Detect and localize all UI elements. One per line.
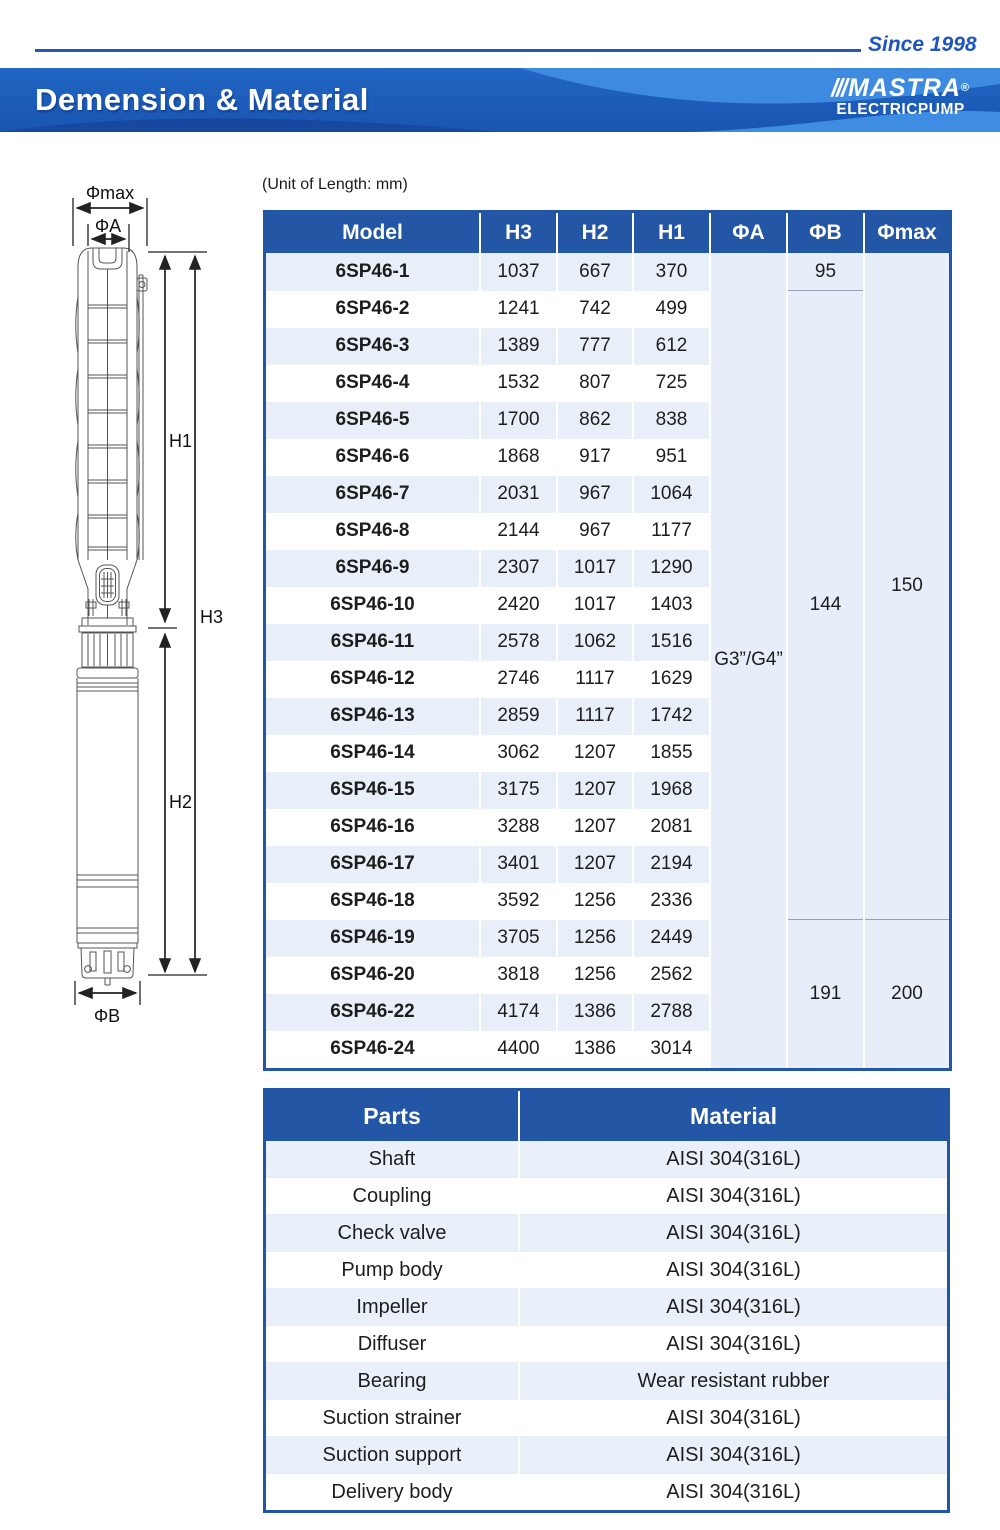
dim-cell-h1: 838 — [633, 402, 710, 439]
unit-note: (Unit of Length: mm) — [262, 176, 408, 193]
parts-cell-material: AISI 304(316L) — [519, 1215, 947, 1252]
parts-column-header: Parts — [266, 1091, 519, 1141]
parts-cell-material: AISI 304(316L) — [519, 1289, 947, 1326]
dim-cell-h2: 917 — [557, 439, 633, 476]
parts-cell-part: Diffuser — [266, 1326, 519, 1363]
parts-cell-material: AISI 304(316L) — [519, 1141, 947, 1178]
dim-cell-model: 6SP46-3 — [266, 328, 480, 365]
dim-cell-h1: 1403 — [633, 587, 710, 624]
dim-cell-h3: 1037 — [480, 253, 557, 291]
dim-cell-h2: 667 — [557, 253, 633, 291]
dim-cell-h1: 1742 — [633, 698, 710, 735]
dim-cell-h2: 807 — [557, 365, 633, 402]
dim-cell-h2: 1256 — [557, 957, 633, 994]
dim-cell-model: 6SP46-16 — [330, 816, 415, 837]
parts-table-header — [266, 1091, 947, 1141]
dim-cell-h3: 2420 — [480, 587, 557, 624]
dim-cell-h2: 862 — [557, 402, 633, 439]
page-title: Demension & Material — [35, 82, 369, 117]
dim-cell-model: 6SP46-14 — [330, 742, 415, 763]
parts-table-row — [266, 1252, 947, 1289]
dim-cell-h2: 1207 — [557, 846, 633, 883]
parts-cell-part: Suction support — [266, 1437, 519, 1474]
dim-label-h3: H3 — [200, 607, 224, 627]
dim-cell-h1: 1290 — [633, 550, 710, 587]
dim-cell-model: 6SP46-17 — [266, 846, 480, 883]
dim-cell-model: 6SP46-15 — [266, 772, 480, 809]
dim-table-row — [266, 291, 949, 328]
parts-cell-part: Shaft — [266, 1141, 519, 1178]
dim-cell-h3: 2031 — [480, 476, 557, 513]
dim-label-phi-max: Φmax — [85, 183, 135, 203]
dim-cell-h3: 2746 — [480, 661, 557, 698]
dim-cell-h2: 1017 — [557, 550, 633, 587]
dim-cell-h2: 777 — [557, 328, 633, 365]
dim-column-header: ΦA — [710, 213, 787, 253]
dim-cell-phi-b-section: 144 — [787, 291, 864, 920]
dim-cell-h1: 370 — [633, 253, 710, 291]
parts-table-row — [266, 1178, 947, 1215]
dim-cell-h1: 1177 — [633, 513, 710, 550]
dim-cell-h2: 967 — [557, 513, 633, 550]
parts-table-row — [266, 1289, 947, 1326]
parts-table-row — [266, 1437, 947, 1474]
parts-material-table — [263, 1088, 950, 1513]
dim-cell-model: 6SP46-13 — [266, 698, 480, 735]
dim-cell-h2: 1386 — [557, 1031, 633, 1068]
dim-column-header: H1 — [633, 213, 710, 253]
dim-cell-h1: 1855 — [633, 735, 710, 772]
parts-cell-part: Pump body — [266, 1252, 519, 1289]
dim-column-header: ΦB — [787, 213, 864, 253]
dim-cell-model: 6SP46-20 — [330, 964, 415, 985]
dim-cell-h3: 3288 — [480, 809, 557, 846]
parts-column-header: Material — [519, 1091, 947, 1141]
dim-cell-h1: 2562 — [633, 957, 710, 994]
dim-cell-h2: 967 — [557, 476, 633, 513]
dim-cell-model: 6SP46-7 — [266, 476, 480, 513]
parts-cell-material: AISI 304(316L) — [519, 1326, 947, 1363]
dim-label-phi-a: ΦA — [94, 216, 122, 236]
title-banner — [0, 68, 1000, 132]
dim-cell-h3: 1389 — [480, 328, 557, 365]
dim-column-header: H3 — [480, 213, 557, 253]
dim-cell-h3: 1700 — [480, 402, 557, 439]
dimension-table — [263, 210, 952, 1071]
dim-cell-h1: 499 — [633, 291, 710, 328]
dim-cell-model: 6SP46-4 — [335, 372, 410, 393]
dim-cell-h1: 2449 — [633, 920, 710, 957]
dim-cell-h3: 3592 — [480, 883, 557, 920]
dim-cell-h1: 725 — [633, 365, 710, 402]
dim-label-phi-b: ΦB — [93, 1006, 121, 1026]
dim-cell-h1: 612 — [633, 328, 710, 365]
parts-cell-part: Suction strainer — [266, 1400, 519, 1437]
pump-diagram — [55, 175, 250, 1030]
dim-cell-phi-a-merged: G3”/G4” — [710, 253, 787, 1068]
parts-cell-material: AISI 304(316L) — [519, 1178, 947, 1215]
dim-cell-h3: 2859 — [480, 698, 557, 735]
parts-table-row — [266, 1363, 947, 1400]
brand-subtitle: ELECTRICPUMP — [836, 101, 965, 118]
dim-cell-phi-max-section: 200 — [864, 920, 949, 1068]
top-divider-line — [35, 49, 861, 52]
dim-cell-h3: 2307 — [480, 550, 557, 587]
dim-cell-h3: 2144 — [480, 513, 557, 550]
dim-cell-h2: 1386 — [557, 994, 633, 1031]
dim-cell-model: 6SP46-18 — [330, 890, 415, 911]
dim-cell-h2: 1017 — [557, 587, 633, 624]
dim-cell-h3: 1868 — [480, 439, 557, 476]
dim-cell-h3: 3818 — [480, 957, 557, 994]
dim-cell-h1: 3014 — [633, 1031, 710, 1068]
dim-cell-h3: 1532 — [480, 365, 557, 402]
parts-cell-material: Wear resistant rubber — [519, 1363, 947, 1400]
mastra-logo — [831, 75, 970, 119]
since-label: Since 1998 — [868, 33, 977, 56]
logo-slashes-icon: /// — [831, 74, 846, 102]
dim-table-row — [266, 920, 949, 957]
dimension-table-header — [266, 213, 949, 253]
dim-cell-h2: 1117 — [557, 661, 633, 698]
dim-cell-phi-b-section: 191 — [787, 920, 864, 1068]
parts-cell-part: Delivery body — [331, 1480, 453, 1503]
dim-label-h2: H2 — [169, 792, 193, 812]
dim-cell-h2: 1062 — [557, 624, 633, 661]
dim-cell-h1: 2336 — [633, 883, 710, 920]
parts-table-row — [266, 1215, 947, 1252]
parts-cell-material: AISI 304(316L) — [519, 1474, 947, 1511]
dim-column-header: Φmax — [864, 213, 949, 253]
parts-cell-material: AISI 304(316L) — [519, 1252, 947, 1289]
dim-cell-model: 6SP46-1 — [266, 253, 480, 291]
parts-cell-part: Bearing — [266, 1363, 519, 1400]
dim-cell-model: 6SP46-10 — [330, 594, 415, 615]
dim-cell-model: 6SP46-9 — [266, 550, 480, 587]
dim-column-header: Model — [266, 213, 480, 253]
dim-cell-h3: 1241 — [480, 291, 557, 328]
dim-cell-h3: 2578 — [480, 624, 557, 661]
parts-cell-material: AISI 304(316L) — [519, 1437, 947, 1474]
dim-cell-h3: 3062 — [480, 735, 557, 772]
dim-cell-h1: 951 — [633, 439, 710, 476]
dim-cell-h2: 742 — [557, 291, 633, 328]
parts-table-row — [266, 1326, 947, 1363]
dim-cell-h1: 1968 — [633, 772, 710, 809]
dim-cell-h2: 1256 — [557, 883, 633, 920]
dim-table-row — [266, 253, 949, 291]
dim-cell-phi-b-section: 95 — [787, 253, 864, 291]
dim-cell-model: 6SP46-6 — [335, 446, 410, 467]
parts-table-row — [266, 1141, 947, 1178]
dim-column-header: H2 — [557, 213, 633, 253]
parts-table-body — [266, 1141, 947, 1510]
parts-cell-part: Coupling — [266, 1178, 519, 1215]
parts-cell-part: Check valve — [266, 1215, 519, 1252]
dimension-table-body — [266, 253, 949, 1068]
dim-cell-h3: 4174 — [480, 994, 557, 1031]
parts-cell-material: AISI 304(316L) — [519, 1400, 947, 1437]
dim-cell-model: 6SP46-2 — [335, 298, 410, 319]
dim-cell-model: 6SP46-22 — [266, 994, 480, 1031]
dim-cell-phi-max-section: 150 — [864, 253, 949, 920]
dim-cell-h1: 1629 — [633, 661, 710, 698]
parts-table-row — [266, 1400, 947, 1437]
brand-name: MASTRA — [847, 74, 961, 102]
parts-table-row — [266, 1474, 947, 1511]
dim-cell-h2: 1117 — [557, 698, 633, 735]
dim-cell-h2: 1207 — [557, 772, 633, 809]
dim-cell-h3: 4400 — [480, 1031, 557, 1068]
dim-cell-model: 6SP46-5 — [266, 402, 480, 439]
dim-cell-h1: 2194 — [633, 846, 710, 883]
parts-cell-part: Impeller — [266, 1289, 519, 1326]
dim-cell-model: 6SP46-24 — [330, 1038, 415, 1059]
dim-cell-model: 6SP46-19 — [266, 920, 480, 957]
dim-cell-model: 6SP46-8 — [335, 520, 410, 541]
dim-cell-h2: 1256 — [557, 920, 633, 957]
dim-cell-h2: 1207 — [557, 735, 633, 772]
dim-cell-h3: 3401 — [480, 846, 557, 883]
dim-cell-h3: 3705 — [480, 920, 557, 957]
dim-cell-h3: 3175 — [480, 772, 557, 809]
dim-cell-h1: 1516 — [633, 624, 710, 661]
dim-cell-h1: 1064 — [633, 476, 710, 513]
dim-cell-model: 6SP46-12 — [330, 668, 415, 689]
dim-label-h1: H1 — [169, 431, 193, 451]
registered-mark-icon: ® — [960, 82, 970, 94]
dim-cell-model: 6SP46-11 — [266, 624, 480, 661]
dim-cell-h1: 2081 — [633, 809, 710, 846]
dim-cell-h2: 1207 — [557, 809, 633, 846]
dim-cell-h1: 2788 — [633, 994, 710, 1031]
